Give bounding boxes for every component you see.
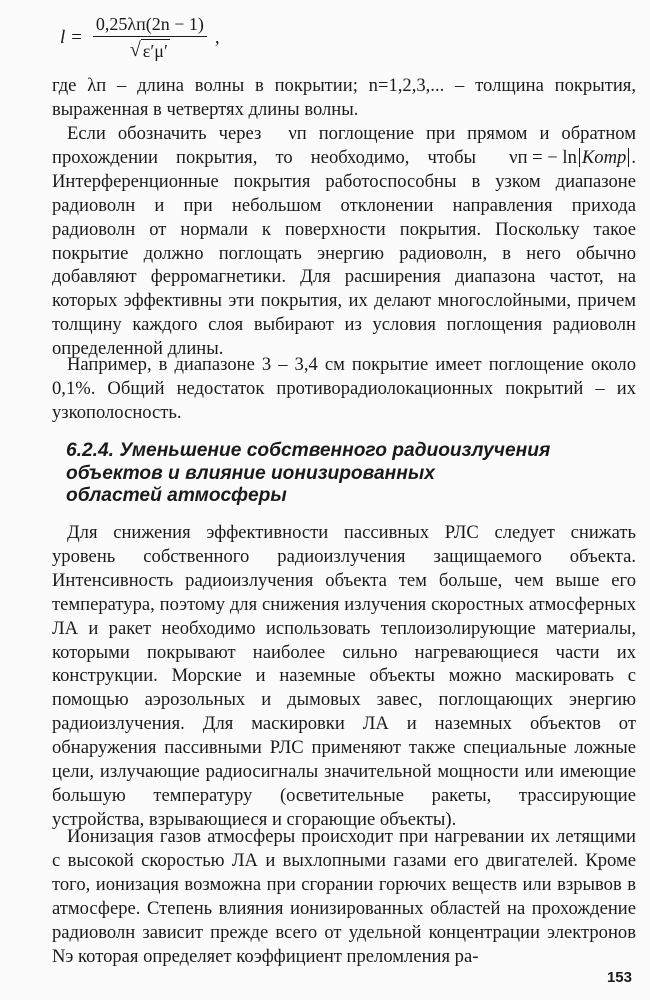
formula-numerator: 0,25λп(2n − 1) [93,14,207,37]
page-number: 153 [606,969,632,986]
text-segment: поглощение при прямом и обратном прохождении покрытия, то необходимо, чтобы [52,123,637,168]
paragraph-wavelength: где λп – длина волны в покрытии; n=1,2,3,... – толщина покрытия, выраженная в четвертях длины волны. [52,75,636,120]
heading-line: областей атмосферы [66,485,287,506]
paragraph-ionization: Ионизация газов атмосферы происходит при нагревании их летящими с высокой скоростью ЛА и выхлопными газами его двигателей. Кроме того, ионизация возможна при сгорании горючих веществ или взрывов в атмосфере. Степень влияния ионизированных областей на прохождение радиоволн зависит прежде всего от удельной концентрации электронов Nэ которая определяет коэффициент преломления ра- [52,826,636,967]
paragraph-example: Например, в диапазоне 3 – 3,4 см покрытие имеет поглощение около 0,1%. Общий недостаток противорадиолокационных покрытий – их узкополосность. [52,354,636,423]
formula-fraction [93,14,207,62]
formula-comma: , [214,27,220,48]
paragraph-interference [52,122,636,361]
section-heading [66,440,606,508]
thickness-formula [60,8,320,68]
condition-lhs: νп = − ln [509,146,577,168]
heading-line: 6.2.4. Уменьшение собственного радиоизлучения [66,440,551,461]
formula-lhs: l = [60,27,83,48]
sqrt-icon: √ [129,39,141,61]
abs-bar-right [628,148,629,167]
formula-radicand: ε′μ′ [142,41,168,61]
nu-symbol: νп [288,123,307,144]
absorption-condition [494,146,631,170]
text-segment: Если обозначить через [67,123,262,144]
abs-bar-left [579,148,580,167]
paragraph-radio-emission: Для снижения эффективности пассивных РЛС следует снижать уровень собственного радиоизлучения защищаемого объекта. Интенсивность радиоизлучения объекта тем больше, чем выше его температура, поэтому для снижения излучения скоростных атмосферных ЛА и ракет необходимо использовать теплоизолирующие материалы, которыми покрывают наиболее сильно нагревающиеся части их конструкции. Морские и наземные объекты можно маскировать с помощью аэрозольных и дымовых завес, поглощающих энергию радиоизлучения. Для маскировки ЛА и наземных объектов от обнаружения пассивными РЛС применяют также специальные ложные цели, излучающие радиосигналы значительной мощности или имеющие большую температуру (осветительные ракеты, трассирующие устройства, взрывающиеся и сгорающие объекты). [52,522,636,830]
heading-line: объектов и влияние ионизированных [66,462,435,484]
k-reflection: Kотр [581,146,627,168]
formula-denominator [130,37,170,62]
text-segment: . Интерференционные покрытия работоспособны в узком диапазоне радиоволн и при небольшом отклонении направления прихода радиоволн от нормали к поверхности покрытия. Поскольку такое покрытие должно поглощать энергию радиоволн, в него обычно добавляют ферромагнетики. Для расширения диапазона частот, на которых эффективны эти покрытия, их делают многослойными, причем толщину каждого слоя выбирают из условия поглощения радиоволн определенной длины. [52,146,636,360]
